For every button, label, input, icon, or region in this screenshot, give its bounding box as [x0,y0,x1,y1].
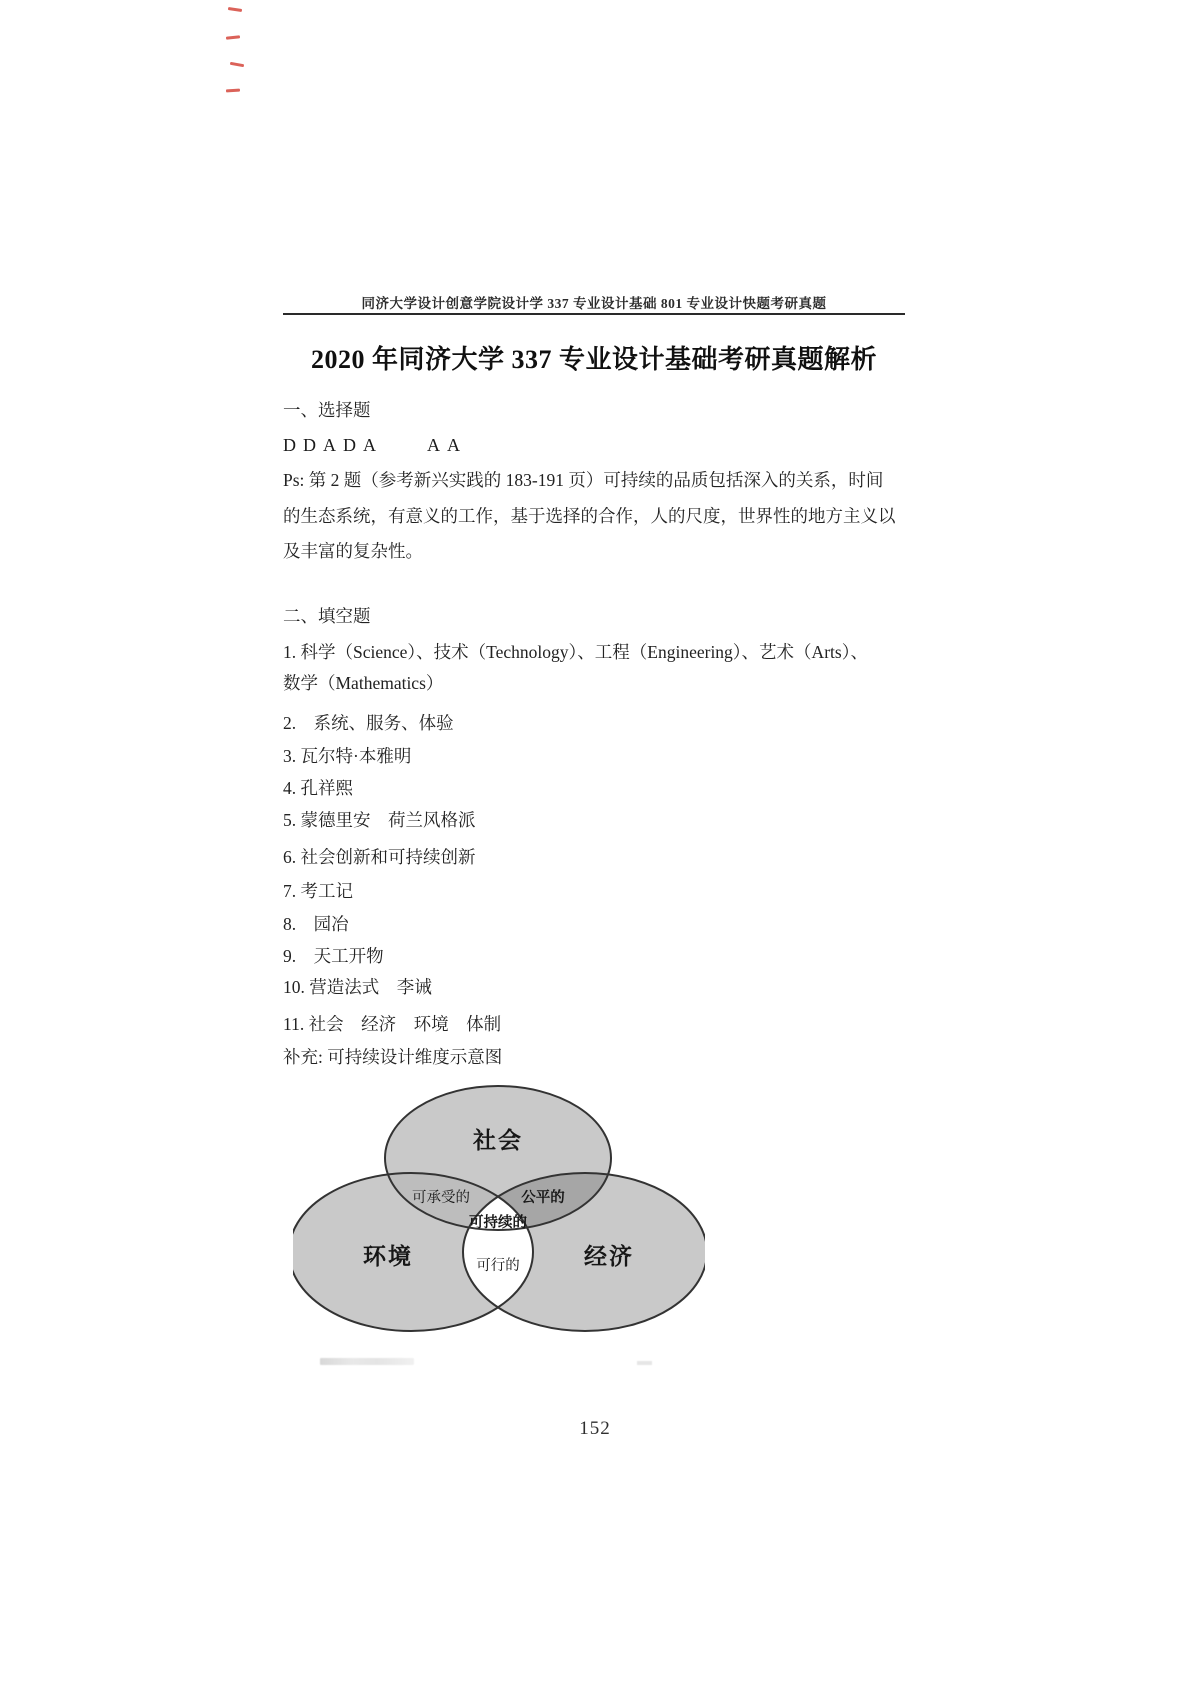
fill-item-5: 5. 蒙德里安 荷兰风格派 [283,810,476,830]
environment-label: 环境 [363,1243,413,1270]
choice-note-line-1: Ps: 第 2 题（参考新兴实践的 183-191 页）可持续的品质包括深入的关系，时间 [283,470,884,490]
fill-item-11: 11. 社会 经济 环境 体制 [283,1014,502,1034]
fill-item-9: 9. 天工开物 [283,946,384,966]
economy-label: 经济 [584,1243,634,1270]
fill-item-4: 4. 孔祥熙 [283,778,353,798]
sustainable-label: 可持续的 [469,1214,527,1231]
society-label: 社会 [473,1127,523,1154]
red-mark [230,62,244,67]
choice-section-heading: 一、选择题 [283,400,371,420]
supplement-caption: 补充: 可持续设计维度示意图 [283,1047,503,1067]
fill-item-1-line-1: 1. 科学（Science）、技术（Technology）、工程（Engineering）、艺术（Arts）、 [283,642,868,662]
page-number: 152 [579,1418,611,1439]
scan-red-marks [224,6,248,102]
equitable-label: 公平的 [521,1189,565,1206]
fill-item-3: 3. 瓦尔特·本雅明 [283,746,412,766]
fill-item-2: 2. 系统、服务、体验 [283,713,454,733]
choice-note-line-2: 的生态系统，有意义的工作，基于选择的合作，人的尺度，世界性的地方主义以 [283,506,896,526]
faded-text-artifact [320,1358,414,1365]
red-mark [226,35,240,39]
fill-item-6: 6. 社会创新和可持续创新 [283,847,476,867]
faded-text-artifact [637,1361,652,1365]
sustainability-venn-diagram [293,1076,705,1340]
choice-answers: DDADA AA [283,435,468,455]
bearable-label: 可承受的 [412,1189,470,1206]
red-mark [228,7,242,12]
red-mark [226,89,240,93]
fill-item-7: 7. 考工记 [283,881,353,901]
page-title: 2020 年同济大学 337 专业设计基础考研真题解析 [310,345,877,374]
fill-item-1-line-2: 数学（Mathematics） [283,673,444,693]
fill-item-8: 8. 园冶 [283,914,349,934]
running-header: 同济大学设计创意学院设计学 337 专业设计基础 801 专业设计快题考研真题 [361,296,827,311]
fill-section-heading: 二、填空题 [283,606,371,626]
header-rule [283,313,905,315]
choice-note-line-3: 及丰富的复杂性。 [283,541,423,561]
viable-label: 可行的 [476,1257,520,1274]
venn-svg [293,1076,705,1340]
fill-item-10: 10. 营造法式 李诫 [283,977,432,997]
